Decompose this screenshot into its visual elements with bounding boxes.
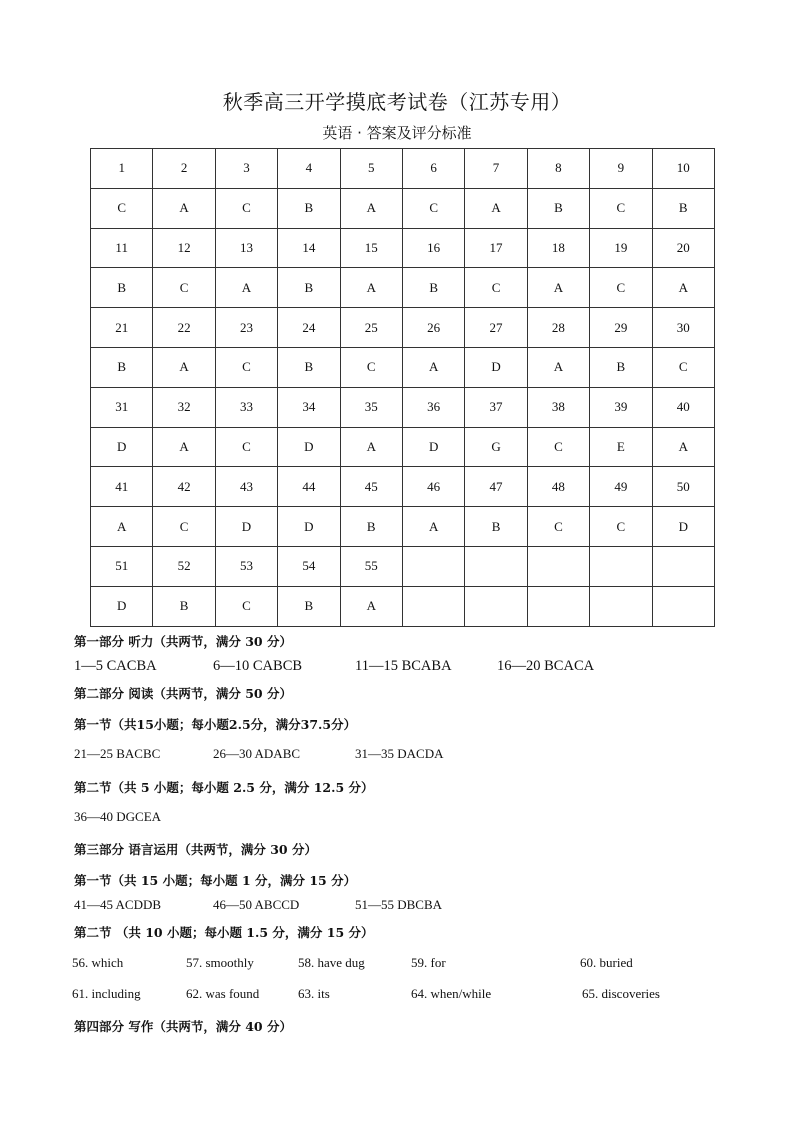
question-number-cell: 17: [465, 228, 527, 268]
answer-cell: B: [465, 507, 527, 547]
question-number-cell: 4: [278, 149, 340, 189]
answer-58: 58. have dug: [298, 955, 365, 970]
answer-cell: B: [652, 188, 714, 228]
answer-cell: [465, 586, 527, 626]
answer-cell: B: [527, 188, 589, 228]
answer-cell: B: [278, 347, 340, 387]
part2-section2-heading: 第二节（共 5 小题；每小题 2.5 分，满分 12.5 分）: [74, 780, 374, 795]
answer-cell: C: [215, 347, 277, 387]
answer-cell: C: [527, 427, 589, 467]
question-number-cell: 22: [153, 308, 215, 348]
part2-section2-group-1: 36—40 DGCEA: [74, 809, 162, 824]
question-number-cell: 35: [340, 387, 402, 427]
answer-cell: B: [278, 586, 340, 626]
answer-cell: C: [215, 586, 277, 626]
question-number-cell: 46: [402, 467, 464, 507]
answer-cell: B: [91, 347, 153, 387]
question-number-cell: [402, 546, 464, 586]
question-number-cell: 33: [215, 387, 277, 427]
question-number-cell: 12: [153, 228, 215, 268]
question-number-cell: 31: [91, 387, 153, 427]
question-number-cell: 42: [153, 467, 215, 507]
question-number-cell: 49: [590, 467, 652, 507]
answer-row: [91, 188, 715, 228]
question-number-cell: 40: [652, 387, 714, 427]
answer-cell: D: [652, 507, 714, 547]
question-number-cell: 11: [91, 228, 153, 268]
question-number-cell: 38: [527, 387, 589, 427]
answer-cell: D: [402, 427, 464, 467]
question-number-cell: 55: [340, 546, 402, 586]
answer-cell: A: [402, 507, 464, 547]
question-number-cell: 26: [402, 308, 464, 348]
question-number-cell: 50: [652, 467, 714, 507]
question-number-cell: 10: [652, 149, 714, 189]
answer-cell: B: [590, 347, 652, 387]
answer-cell: A: [153, 347, 215, 387]
question-number-cell: 41: [91, 467, 153, 507]
question-number-cell: 24: [278, 308, 340, 348]
answer-cell: A: [340, 268, 402, 308]
answer-cell: D: [215, 507, 277, 547]
answer-cell: C: [590, 188, 652, 228]
answer-cell: C: [215, 427, 277, 467]
part3-section1-heading: 第一节（共 15 小题；每小题 1 分，满分 15 分）: [74, 873, 357, 888]
answer-cell: D: [91, 586, 153, 626]
answer-cell: C: [527, 507, 589, 547]
question-number-row: [91, 308, 715, 348]
part2-section1-heading: 第一节（共15小题；每小题2.5分，满分37.5分）: [74, 717, 357, 732]
answer-59: 59. for: [411, 955, 446, 970]
question-number-cell: [652, 546, 714, 586]
answer-cell: B: [153, 586, 215, 626]
answer-cell: A: [402, 347, 464, 387]
answer-cell: A: [340, 427, 402, 467]
answer-cell: E: [590, 427, 652, 467]
answer-56: 56. which: [72, 955, 124, 970]
answer-cell: B: [340, 507, 402, 547]
question-number-cell: 1: [91, 149, 153, 189]
question-number-cell: 25: [340, 308, 402, 348]
part2-heading: 第二部分 阅读（共两节，满分 50 分）: [74, 686, 292, 701]
question-number-cell: 36: [402, 387, 464, 427]
answer-cell: C: [153, 507, 215, 547]
part1-heading: 第一部分 听力（共两节，满分 30 分）: [74, 634, 292, 649]
answer-cell: C: [91, 188, 153, 228]
question-number-cell: 15: [340, 228, 402, 268]
answer-row: [91, 347, 715, 387]
question-number-cell: 34: [278, 387, 340, 427]
part3-section1-group-3: 51—55 DBCBA: [355, 897, 443, 912]
answer-cell: A: [340, 188, 402, 228]
answer-cell: C: [590, 268, 652, 308]
question-number-cell: [527, 546, 589, 586]
part4-heading: 第四部分 写作（共两节，满分 40 分）: [74, 1019, 292, 1034]
part3-section2-heading: 第二节 （共 10 小题；每小题 1.5 分，满分 15 分）: [74, 925, 374, 940]
answer-cell: D: [465, 347, 527, 387]
question-number-cell: 14: [278, 228, 340, 268]
question-number-cell: [590, 546, 652, 586]
question-number-cell: 39: [590, 387, 652, 427]
part3-section1-group-1: 41—45 ACDDB: [74, 897, 162, 912]
answer-cell: A: [652, 268, 714, 308]
part2-section1-group-3: 31—35 DACDA: [355, 746, 444, 761]
question-number-cell: 37: [465, 387, 527, 427]
answer-cell: A: [340, 586, 402, 626]
question-number-cell: 16: [402, 228, 464, 268]
question-number-cell: 47: [465, 467, 527, 507]
question-number-cell: 3: [215, 149, 277, 189]
question-number-cell: 28: [527, 308, 589, 348]
question-number-cell: 44: [278, 467, 340, 507]
answer-cell: A: [465, 188, 527, 228]
part1-group-3: 11—15 BCABA: [355, 658, 452, 674]
question-number-cell: 52: [153, 546, 215, 586]
part1-group-4: 16—20 BCACA: [497, 658, 595, 674]
question-number-cell: 8: [527, 149, 589, 189]
answer-65: 65. discoveries: [582, 986, 660, 1001]
answer-cell: A: [215, 268, 277, 308]
question-number-cell: 7: [465, 149, 527, 189]
answer-row: [91, 586, 715, 626]
answer-cell: C: [402, 188, 464, 228]
answer-61: 61. including: [72, 986, 141, 1001]
part3-section1-group-2: 46—50 ABCCD: [213, 897, 300, 912]
question-number-cell: [465, 546, 527, 586]
part1-group-1: 1—5 CACBA: [74, 658, 157, 674]
answer-cell: A: [527, 268, 589, 308]
answer-cell: C: [340, 347, 402, 387]
answer-cell: [652, 586, 714, 626]
answer-row: [91, 268, 715, 308]
answer-cell: A: [527, 347, 589, 387]
question-number-cell: 53: [215, 546, 277, 586]
question-number-row: [91, 546, 715, 586]
question-number-cell: 30: [652, 308, 714, 348]
question-number-cell: 43: [215, 467, 277, 507]
answer-cell: A: [91, 507, 153, 547]
question-number-cell: 21: [91, 308, 153, 348]
answer-57: 57. smoothly: [186, 955, 254, 970]
question-number-cell: 27: [465, 308, 527, 348]
document-title: 秋季高三开学摸底考试卷（江苏专用）: [222, 90, 572, 114]
question-number-row: [91, 228, 715, 268]
answer-cell: C: [652, 347, 714, 387]
answer-row: [91, 507, 715, 547]
answer-cell: C: [590, 507, 652, 547]
answer-cell: A: [153, 427, 215, 467]
question-number-cell: 2: [153, 149, 215, 189]
answer-cell: D: [91, 427, 153, 467]
answer-cell: B: [402, 268, 464, 308]
question-number-cell: 20: [652, 228, 714, 268]
question-number-cell: 23: [215, 308, 277, 348]
question-number-row: [91, 387, 715, 427]
question-number-cell: 9: [590, 149, 652, 189]
answer-cell: B: [278, 188, 340, 228]
question-number-cell: 6: [402, 149, 464, 189]
answer-cell: G: [465, 427, 527, 467]
answer-62: 62. was found: [186, 986, 260, 1001]
question-number-cell: 13: [215, 228, 277, 268]
question-number-cell: 54: [278, 546, 340, 586]
question-number-cell: 51: [91, 546, 153, 586]
part2-section1-group-2: 26—30 ADABC: [213, 746, 301, 761]
answer-cell: [527, 586, 589, 626]
answer-60: 60. buried: [580, 955, 633, 970]
question-number-cell: 48: [527, 467, 589, 507]
question-number-row: [91, 467, 715, 507]
answer-grid: [90, 148, 715, 627]
answer-cell: B: [91, 268, 153, 308]
question-number-cell: 5: [340, 149, 402, 189]
question-number-row: [91, 149, 715, 189]
answer-cell: [590, 586, 652, 626]
answer-cell: [402, 586, 464, 626]
question-number-cell: 18: [527, 228, 589, 268]
document-subtitle: 英语 · 答案及评分标准: [322, 124, 472, 142]
answer-63: 63. its: [298, 986, 330, 1001]
answer-64: 64. when/while: [411, 986, 492, 1001]
answer-cell: D: [278, 427, 340, 467]
part3-heading: 第三部分 语言运用（共两节，满分 30 分）: [74, 842, 317, 857]
answer-cell: A: [153, 188, 215, 228]
question-number-cell: 19: [590, 228, 652, 268]
question-number-cell: 45: [340, 467, 402, 507]
question-number-cell: 32: [153, 387, 215, 427]
part1-group-2: 6—10 CABCB: [213, 658, 303, 674]
answer-cell: C: [153, 268, 215, 308]
answer-cell: B: [278, 268, 340, 308]
answer-cell: C: [215, 188, 277, 228]
answer-cell: D: [278, 507, 340, 547]
answer-cell: A: [652, 427, 714, 467]
part2-section1-group-1: 21—25 BACBC: [74, 746, 161, 761]
question-number-cell: 29: [590, 308, 652, 348]
answer-row: [91, 427, 715, 467]
answer-cell: C: [465, 268, 527, 308]
